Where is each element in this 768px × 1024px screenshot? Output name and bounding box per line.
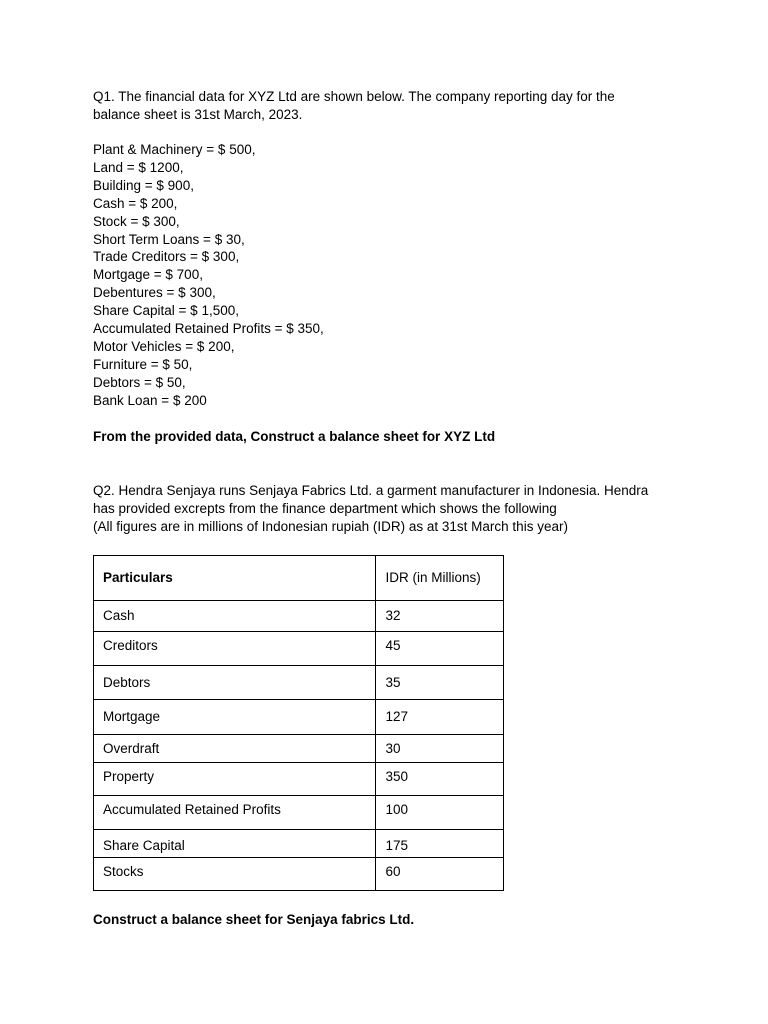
table-cell: Accumulated Retained Profits xyxy=(94,795,376,829)
q2-intro-line: Q2. Hendra Senjaya runs Senjaya Fabrics Ltd. a garment manufacturer in Indonesia. Hendra xyxy=(93,482,649,498)
table-cell: Debtors xyxy=(94,665,376,699)
table-cell: Creditors xyxy=(94,631,376,665)
q1-data-item: Share Capital = $ 1,500, xyxy=(93,303,239,319)
table-cell: 350 xyxy=(376,762,504,795)
q1-data-item: Cash = $ 200, xyxy=(93,195,178,211)
table-cell: 35 xyxy=(376,665,504,699)
q1-data-item: Short Term Loans = $ 30, xyxy=(93,231,245,247)
q1-data-item: Bank Loan = $ 200 xyxy=(93,392,207,408)
q1-data-item: Motor Vehicles = $ 200, xyxy=(93,338,235,354)
table-row xyxy=(94,762,504,795)
table-cell: Stocks xyxy=(94,857,376,890)
table-row xyxy=(94,631,504,665)
table-cell: Mortgage xyxy=(94,699,376,734)
q2-intro xyxy=(93,482,683,536)
table-row xyxy=(94,699,504,734)
table-row xyxy=(94,600,504,631)
table-cell: 45 xyxy=(376,631,504,665)
table-cell: 60 xyxy=(376,857,504,890)
q1-data-item: Land = $ 1200, xyxy=(93,159,184,175)
q2-table xyxy=(93,555,504,891)
q1-data-item: Debentures = $ 300, xyxy=(93,285,216,301)
q1-data-item: Plant & Machinery = $ 500, xyxy=(93,142,256,157)
q1-data-item: Building = $ 900, xyxy=(93,177,194,193)
q2-intro-line: has provided excrepts from the finance department which shows the following xyxy=(93,500,557,516)
q1-data-item: Trade Creditors = $ 300, xyxy=(93,249,240,265)
q2-intro-line: (All figures are in millions of Indonesian rupiah (IDR) as at 31st March this year) xyxy=(93,518,568,534)
q1-data-list xyxy=(93,141,683,410)
table-cell: 100 xyxy=(376,795,504,829)
q1-data-item: Accumulated Retained Profits = $ 350, xyxy=(93,321,324,337)
q1-data-item: Debtors = $ 50, xyxy=(93,374,186,390)
table-cell: 32 xyxy=(376,600,504,631)
q1-data-item: Mortgage = $ 700, xyxy=(93,267,203,283)
q1-data-item: Stock = $ 300, xyxy=(93,213,180,229)
q1-intro xyxy=(93,88,683,124)
document-page xyxy=(93,88,683,929)
table-cell: Share Capital xyxy=(94,829,376,857)
table-header-cell: IDR (in Millions) xyxy=(376,555,504,600)
table-row xyxy=(94,665,504,699)
table-cell: 175 xyxy=(376,829,504,857)
table-header-row xyxy=(94,555,504,600)
table-row xyxy=(94,795,504,829)
table-cell: Property xyxy=(94,762,376,795)
table-row xyxy=(94,857,504,890)
table-cell: Cash xyxy=(94,600,376,631)
table-cell: 30 xyxy=(376,734,504,762)
q1-data-item: Furniture = $ 50, xyxy=(93,356,193,372)
table-header-cell: Particulars xyxy=(94,555,376,600)
q2-instruction: Construct a balance sheet for Senjaya fabrics Ltd. xyxy=(93,911,415,927)
table-row xyxy=(94,734,504,762)
q1-intro-line: balance sheet is 31st March, 2023. xyxy=(93,107,303,122)
table-cell: Overdraft xyxy=(94,734,376,762)
table-cell: 127 xyxy=(376,699,504,734)
q1-intro-line: Q1. The financial data for XYZ Ltd are shown below. The company reporting day for the xyxy=(93,89,615,104)
table-row xyxy=(94,829,504,857)
q1-instruction: From the provided data, Construct a balance sheet for XYZ Ltd xyxy=(93,428,496,444)
